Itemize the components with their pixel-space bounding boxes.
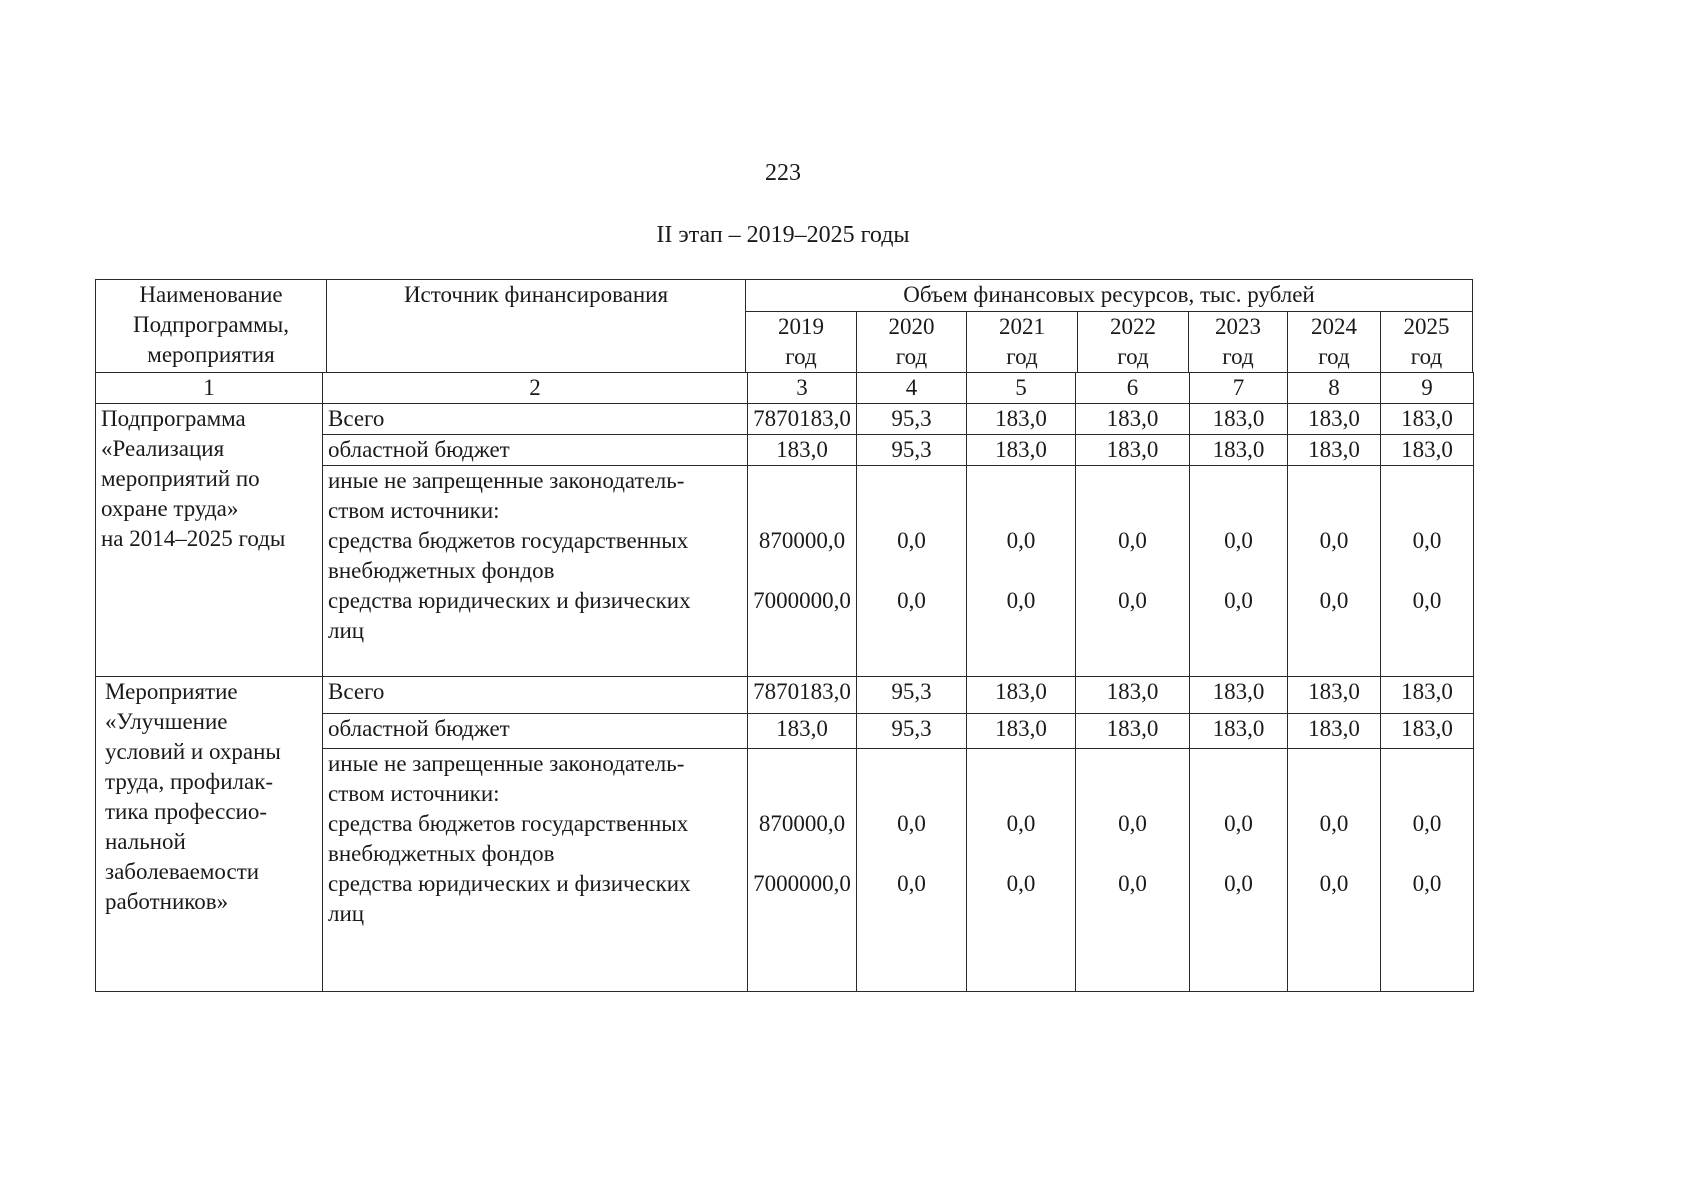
value-stack [1288, 749, 1381, 992]
year-unit: год [895, 344, 928, 369]
year-unit: год [1318, 344, 1350, 369]
value-cell: 870000,0 [758, 811, 846, 836]
value-cell: 95,3 [857, 435, 967, 466]
value-cell: 183,0 [748, 714, 857, 749]
table-row-total [96, 677, 1474, 714]
value-cell: 183,0 [1381, 435, 1474, 466]
value-cell: 183,0 [967, 714, 1076, 749]
value-stack [748, 749, 857, 992]
column-number: 6 [1076, 373, 1190, 404]
year-unit: год [1410, 344, 1443, 369]
value-cell: 0,0 [1224, 871, 1253, 896]
header-year-cell [1078, 312, 1189, 373]
year-label: 2024 [1311, 314, 1357, 339]
value-stack [1288, 466, 1381, 677]
value-cell: 0,0 [1118, 811, 1147, 836]
value-cell: 0,0 [1412, 871, 1442, 896]
value-stack [1381, 466, 1474, 677]
source-line: иные не запрещенные законодатель- [328, 751, 685, 776]
value-cell: 0,0 [897, 588, 926, 613]
value-cell: 183,0 [1288, 435, 1381, 466]
value-cell: 0,0 [897, 811, 926, 836]
source-line: средства юридических и физических [328, 871, 691, 896]
value-cell: 0,0 [1224, 588, 1253, 613]
data-table [95, 372, 1474, 992]
source-label: Всего [323, 677, 748, 714]
value-cell: 95,3 [857, 714, 967, 749]
name-line: охране труда» [101, 496, 239, 521]
value-cell: 183,0 [748, 435, 857, 466]
value-cell: 0,0 [1412, 588, 1442, 613]
value-stack [1381, 749, 1474, 992]
value-cell: 0,0 [1006, 528, 1036, 553]
name-line: условий и охраны [105, 739, 281, 764]
value-cell: 183,0 [1076, 404, 1190, 435]
header-name-line: мероприятия [147, 342, 275, 367]
value-cell: 183,0 [1381, 714, 1474, 749]
value-cell: 7000000,0 [753, 871, 851, 896]
header-name-line: Подпрограммы, [133, 312, 289, 337]
value-cell: 7870183,0 [748, 404, 857, 435]
value-cell: 183,0 [1288, 404, 1381, 435]
source-line: средства бюджетов государственных [328, 528, 689, 553]
value-cell: 183,0 [967, 435, 1076, 466]
year-label: 2022 [1110, 314, 1156, 339]
value-cell: 0,0 [1224, 811, 1253, 836]
source-line: ством источники: [328, 498, 500, 523]
value-cell: 0,0 [1006, 811, 1036, 836]
value-cell: 870000,0 [758, 528, 846, 553]
value-cell: 183,0 [1190, 714, 1288, 749]
value-cell: 183,0 [1190, 677, 1288, 714]
value-cell: 183,0 [1381, 404, 1474, 435]
value-stack [857, 749, 967, 992]
value-cell: 183,0 [1381, 677, 1474, 714]
name-line: заболеваемости [105, 859, 260, 884]
column-number: 4 [857, 373, 967, 404]
activity-name-cell [96, 677, 323, 992]
year-label: 2021 [999, 314, 1045, 339]
column-number: 9 [1381, 373, 1474, 404]
year-label: 2023 [1215, 314, 1261, 339]
name-line: Подпрограмма [101, 406, 246, 431]
value-cell: 183,0 [1076, 677, 1190, 714]
value-cell: 0,0 [1118, 871, 1147, 896]
value-stack [1190, 749, 1288, 992]
header-name-cell [96, 280, 327, 373]
column-number: 1 [96, 373, 323, 404]
header-year-cell [1189, 312, 1288, 373]
value-stack [967, 466, 1076, 677]
value-stack [1076, 466, 1190, 677]
page-title: II этап – 2019–2025 годы [656, 222, 910, 248]
value-cell: 0,0 [1006, 588, 1036, 613]
header-volume-cell: Объем финансовых ресурсов, тыс. рублей [746, 280, 1473, 312]
source-label-multiline [323, 466, 748, 677]
source-line: внебюджетных фондов [328, 558, 555, 583]
name-line: тика профессио- [105, 799, 268, 824]
value-cell: 0,0 [897, 871, 926, 896]
year-unit: год [1117, 344, 1149, 369]
column-number: 7 [1190, 373, 1288, 404]
year-unit: год [785, 344, 817, 369]
value-cell: 0,0 [1319, 588, 1349, 613]
header-year-cell [857, 312, 967, 373]
value-cell: 0,0 [1319, 871, 1349, 896]
source-line: иные не запрещенные законодатель- [328, 468, 685, 493]
header-year-cell [1381, 312, 1473, 373]
value-cell: 183,0 [967, 677, 1076, 714]
value-cell: 7870183,0 [748, 677, 857, 714]
value-cell: 0,0 [1118, 588, 1147, 613]
column-number: 8 [1288, 373, 1381, 404]
value-cell: 0,0 [1319, 811, 1349, 836]
value-cell: 0,0 [1118, 528, 1147, 553]
value-cell: 0,0 [897, 528, 926, 553]
header-name-line: Наименование [139, 282, 283, 307]
name-line: нальной [105, 829, 186, 854]
name-line: на 2014–2025 годы [101, 526, 286, 551]
year-unit: год [1222, 344, 1254, 369]
page-number: 223 [765, 160, 801, 186]
value-cell: 183,0 [1288, 714, 1381, 749]
value-cell: 0,0 [1412, 528, 1442, 553]
table-row-total [96, 404, 1474, 435]
value-cell: 183,0 [1076, 714, 1190, 749]
source-line: лиц [328, 618, 365, 643]
value-stack [1190, 466, 1288, 677]
source-line: средства бюджетов государственных [328, 811, 689, 836]
header-year-cell [746, 312, 857, 373]
source-line: внебюджетных фондов [328, 841, 555, 866]
subprogram-name-cell [96, 404, 323, 677]
name-line: Мероприятие [105, 679, 238, 704]
value-cell: 183,0 [1076, 435, 1190, 466]
value-cell: 183,0 [1190, 435, 1288, 466]
name-line: «Реализация [101, 436, 225, 461]
name-line: труда, профилак- [105, 769, 274, 794]
value-stack [1076, 749, 1190, 992]
column-number: 3 [748, 373, 857, 404]
source-label: областной бюджет [323, 714, 748, 749]
value-stack [748, 466, 857, 677]
column-number-row [96, 373, 1474, 404]
source-label: областной бюджет [323, 435, 748, 466]
name-line: мероприятий по [101, 466, 260, 491]
header-year-cell [967, 312, 1078, 373]
source-line: лиц [328, 901, 365, 926]
year-label: 2020 [888, 314, 935, 339]
name-line: «Улучшение [105, 709, 228, 734]
value-cell: 0,0 [1412, 811, 1442, 836]
column-number: 5 [967, 373, 1076, 404]
value-cell: 0,0 [1224, 528, 1253, 553]
value-stack [967, 749, 1076, 992]
value-stack [857, 466, 967, 677]
source-line: ством источники: [328, 781, 500, 806]
table-header [95, 279, 1473, 373]
header-year-cell [1288, 312, 1381, 373]
source-label-multiline [323, 749, 748, 992]
year-label: 2025 [1403, 314, 1450, 339]
value-cell: 0,0 [1319, 528, 1349, 553]
header-source-cell: Источник финансирования [327, 280, 746, 373]
value-cell: 183,0 [1288, 677, 1381, 714]
year-unit: год [1006, 344, 1038, 369]
source-line: средства юридических и физических [328, 588, 691, 613]
value-cell: 0,0 [1006, 871, 1036, 896]
value-cell: 95,3 [857, 677, 967, 714]
value-cell: 183,0 [967, 404, 1076, 435]
value-cell: 95,3 [857, 404, 967, 435]
name-line: работников» [105, 889, 229, 914]
year-label: 2019 [778, 314, 824, 339]
value-cell: 183,0 [1190, 404, 1288, 435]
source-label: Всего [323, 404, 748, 435]
value-cell: 7000000,0 [753, 588, 851, 613]
column-number: 2 [323, 373, 748, 404]
